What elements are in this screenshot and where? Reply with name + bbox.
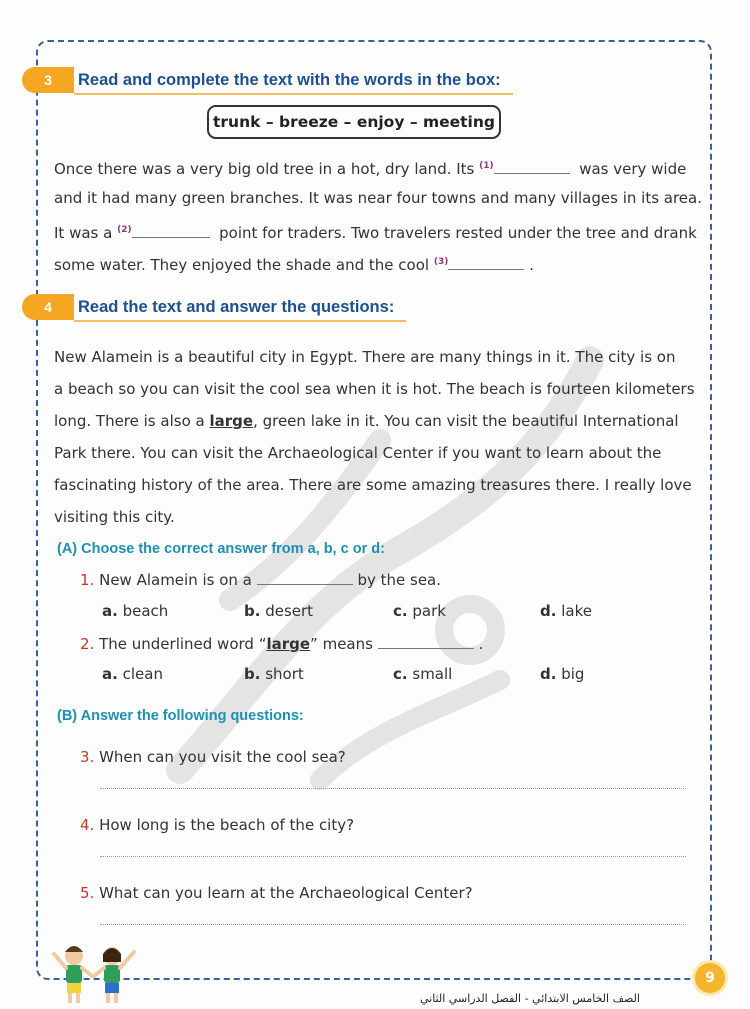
blank-3[interactable] (448, 255, 524, 270)
text: , green lake in it. You can visit the beautiful International (253, 412, 679, 430)
children-illustration (48, 940, 144, 1006)
part-a-heading: (A) Choose the correct answer from a, b, c or d: (57, 541, 385, 557)
question-text: . (478, 635, 484, 653)
option-d[interactable] (540, 665, 584, 683)
text: was very wide (579, 160, 687, 178)
footer-text: الصف الخامس الابتدائي - الفصل الدراسي الثاني (420, 992, 640, 1005)
text: Once there was a very big old tree in a hot, dry land. Its (54, 160, 480, 178)
section-number-badge: 4 (22, 294, 74, 320)
question-1 (80, 570, 441, 589)
blank-1[interactable] (494, 159, 570, 174)
text: point for traders. Two travelers rested under the tree and drank (219, 224, 697, 242)
text: and it had many green branches. It was near four towns and many villages in its area. (54, 189, 702, 207)
option-b[interactable] (244, 665, 304, 683)
paragraph-line (54, 150, 694, 182)
option-text: short (265, 665, 304, 683)
passage-line (54, 405, 694, 437)
answer-blank[interactable] (378, 634, 474, 649)
option-text: small (412, 665, 453, 683)
option-text: lake (561, 602, 592, 620)
page-number: 9 (692, 960, 728, 996)
reading-passage (54, 341, 694, 533)
blank-number: (3) (433, 257, 449, 267)
section-3-paragraph (54, 150, 702, 278)
text: It was a (54, 224, 118, 242)
option-letter: b. (244, 602, 261, 620)
option-letter: a. (102, 665, 118, 683)
question-text: The underlined word “ (99, 635, 267, 653)
passage-line: Park there. You can visit the Archaeological Center if you want to learn about the (54, 444, 662, 462)
option-letter: c. (393, 602, 408, 620)
option-a[interactable] (102, 665, 163, 683)
option-text: park (412, 602, 446, 620)
question-3 (80, 748, 346, 766)
passage-line: a beach so you can visit the cool sea when it is hot. The beach is fourteen kilometers (54, 380, 695, 398)
option-text: big (561, 665, 585, 683)
answer-blank[interactable] (257, 570, 353, 585)
option-c[interactable] (393, 602, 446, 620)
section-title: Read and complete the text with the words in the box: (74, 67, 513, 95)
question-number: 4. (80, 816, 95, 834)
option-d[interactable] (540, 602, 592, 620)
part-b-heading: (B) Answer the following questions: (57, 708, 304, 724)
option-letter: a. (102, 602, 118, 620)
text: long. There is also a (54, 412, 210, 430)
question-number: 2. (80, 635, 95, 653)
option-a[interactable] (102, 602, 168, 620)
option-letter: d. (540, 665, 557, 683)
answer-line[interactable] (100, 856, 686, 857)
section-number-badge: 3 (22, 67, 74, 93)
paragraph-line (54, 246, 694, 278)
question-text: How long is the beach of the city? (99, 816, 355, 834)
option-text: beach (122, 602, 169, 620)
question-text: ” means (310, 635, 373, 653)
question-number: 1. (80, 571, 95, 589)
question-text: What can you learn at the Archaeological Center? (99, 884, 473, 902)
text: some water. They enjoyed the shade and the cool (54, 256, 434, 274)
text: . (529, 256, 534, 274)
passage-line: visiting this city. (54, 508, 175, 526)
option-letter: b. (244, 665, 261, 683)
question-text: New Alamein is on a (99, 571, 252, 589)
passage-line: fascinating history of the area. There are some amazing treasures there. I really love (54, 476, 692, 494)
passage-line: New Alamein is a beautiful city in Egypt. There are many things in it. The city is on (54, 348, 676, 366)
option-letter: d. (540, 602, 557, 620)
option-text: clean (122, 665, 163, 683)
word-box: trunk – breeze – enjoy – meeting (207, 105, 501, 139)
option-c[interactable] (393, 665, 452, 683)
paragraph-line (54, 182, 702, 214)
question-number: 5. (80, 884, 95, 902)
blank-number: (1) (479, 161, 494, 171)
option-text: desert (265, 602, 314, 620)
answer-line[interactable] (100, 788, 686, 789)
option-letter: c. (393, 665, 408, 683)
question-4 (80, 816, 354, 834)
blank-2[interactable] (132, 223, 210, 238)
paragraph-line (54, 214, 697, 246)
option-b[interactable] (244, 602, 313, 620)
question-number: 3. (80, 748, 95, 766)
blank-number: (2) (117, 225, 132, 235)
question-2-options (102, 665, 642, 687)
underlined-word: large (266, 635, 311, 653)
question-text: When can you visit the cool sea? (99, 748, 346, 766)
question-2 (80, 634, 483, 653)
question-text: by the sea. (357, 571, 442, 589)
question-5 (80, 884, 473, 902)
section-title: Read the text and answer the questions: (74, 294, 406, 322)
question-1-options (102, 602, 642, 624)
answer-line[interactable] (100, 924, 686, 925)
underlined-word: large (209, 412, 254, 430)
